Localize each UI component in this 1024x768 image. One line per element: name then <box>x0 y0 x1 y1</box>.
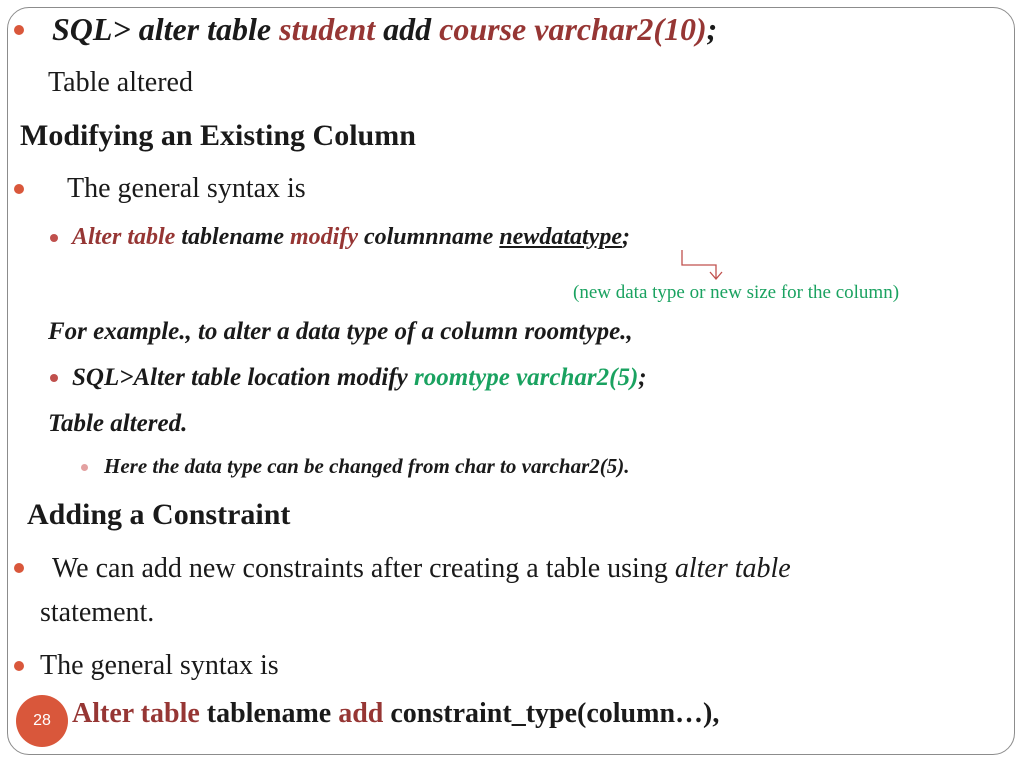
annotation-text: (new data type or new size for the column) <box>573 282 900 303</box>
modify-syntax <box>72 225 630 249</box>
sql-table-name: student <box>279 11 376 47</box>
example-intro: For example., to alter a data type of a column roomtype., <box>48 318 633 345</box>
sql-semicolon: ; <box>706 11 718 47</box>
bullet-icon <box>14 563 24 573</box>
add-constraint-syntax <box>72 700 719 728</box>
page-number: 28 <box>33 712 51 729</box>
sql-modify-example <box>72 365 647 390</box>
bullet-icon <box>14 661 24 671</box>
annotation-arrow-icon <box>675 248 727 282</box>
heading-adding-constraint: Adding a Constraint <box>27 498 291 531</box>
bullet-icon <box>50 234 58 242</box>
sql-add-column-example <box>52 13 717 45</box>
syntax-keyword-alter-table: Alter table <box>72 698 200 729</box>
syntax-keyword-add: add <box>338 698 384 729</box>
constraint-description <box>52 555 791 583</box>
bullet-icon <box>81 464 88 471</box>
bullet-icon <box>14 25 24 35</box>
syntax-constraint-type: constraint_type(column…), <box>383 698 720 729</box>
syntax-semicolon: ; <box>621 224 630 250</box>
constraint-description-continued: statement. <box>40 597 155 628</box>
constraint-description-text: We can add new constraints after creating a table using <box>52 553 675 584</box>
syntax-columnname: columnname <box>357 224 500 250</box>
general-syntax-text: The general syntax is <box>67 173 306 204</box>
result-table-altered: Table altered <box>48 67 193 98</box>
heading-modifying-column: Modifying an Existing Column <box>20 119 416 152</box>
datatype-change-note: Here the data type can be changed from char to varchar2(5). <box>104 454 630 478</box>
bullet-icon <box>50 374 58 382</box>
sql-semicolon: ; <box>638 364 647 391</box>
syntax-tablename: tablename <box>199 698 339 729</box>
syntax-keyword-modify: modify <box>289 224 358 250</box>
constraint-description-alter-table: alter table <box>674 553 791 584</box>
syntax-newdatatype: newdatatype <box>499 224 622 250</box>
syntax-tablename: tablename <box>175 224 290 250</box>
sql-modify-column-type: roomtype varchar2(5) <box>414 364 639 391</box>
general-syntax-text-2: The general syntax is <box>40 650 279 681</box>
syntax-keyword-alter-table: Alter table <box>72 224 176 250</box>
sql-add-keyword: add <box>375 11 440 47</box>
page-number-badge <box>16 695 68 747</box>
result-table-altered-2: Table altered. <box>48 410 188 437</box>
sql-column-definition: course varchar2(10) <box>439 11 707 47</box>
bullet-icon <box>14 184 24 194</box>
sql-modify-prefix: SQL>Alter table location modify <box>72 364 415 391</box>
sql-prefix: SQL> alter table <box>52 11 280 47</box>
